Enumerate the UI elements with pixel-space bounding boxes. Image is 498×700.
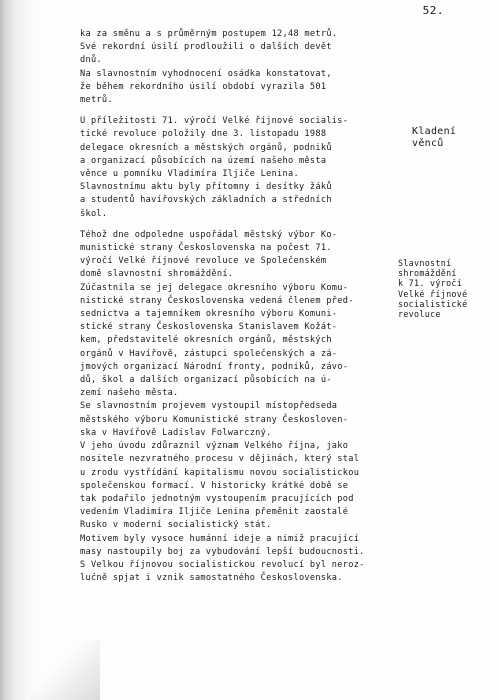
margin-note-line: Velké říjnové	[398, 288, 468, 299]
margin-note-kladeni-vencu	[412, 126, 456, 150]
text-line: metrů.	[80, 95, 113, 106]
text-line: Motivem byly vysoce humánní ideje a nimiž pracující	[80, 533, 360, 544]
text-line: domě slavnostní shromáždění.	[80, 269, 234, 280]
text-line: nositele nezvratného procesu v dějinách, který stal	[80, 454, 360, 465]
text-line: škol.	[80, 208, 108, 219]
body-text	[80, 28, 400, 585]
text-line: výročí Velké říjnové revoluce ve Společenském	[80, 256, 327, 267]
scan-edge-shadow	[0, 0, 36, 700]
text-line: jmových organizací Národní fronty, podniků, závo-	[80, 361, 349, 372]
text-line: tak podařilo jednotným vystoupením pracujících pod	[80, 493, 354, 504]
text-line: a studentů havířovských základních a středních	[80, 195, 332, 206]
text-line: dnů.	[80, 55, 102, 66]
margin-note-line: socialistické	[398, 298, 468, 309]
text-line: V jeho úvodu zdůraznil význam Velkého října, jako	[80, 441, 349, 452]
text-line: Zúčastnila se jej delegace okresního výboru Komu-	[80, 282, 349, 293]
margin-note-slavnostni-shromazdeni	[398, 258, 467, 319]
text-line: Se slavnostním projevem vystoupil místopředseda	[80, 401, 338, 412]
text-line: U příležitosti 71. výročí Velké říjnové socialis-	[80, 116, 349, 127]
scan-corner-shadow	[30, 640, 100, 700]
margin-note-line: revoluce	[398, 309, 441, 320]
text-line: Rusko v moderní socialistický stát.	[80, 520, 272, 531]
text-line: lučně spjat i vznik samostatného Československa.	[80, 573, 343, 584]
text-line: nistické strany Československa vedená členem před-	[80, 295, 354, 306]
text-line: ska v Havířově Ladislav Folwarczný.	[80, 427, 272, 438]
paragraph-gap	[80, 107, 400, 115]
text-line: S Velkou říjnovou socialistickou revolucí byl neroz-	[80, 559, 365, 570]
text-line: tické revoluce položily dne 3. listopadu 1988	[80, 129, 327, 140]
text-line: vedením Vladimíra Iljiče Lenina přeměnit zaostalé	[80, 507, 349, 518]
text-line: že během rekordního úsilí období vyrazila 501	[80, 81, 327, 92]
text-line: Téhož dne odpoledne uspořádal městský výbor Ko-	[80, 229, 338, 240]
page-number: 52.	[422, 4, 444, 17]
text-line: orgánů v Havířově, zástupci společenských a zá-	[80, 348, 338, 359]
text-line: sednictva a tajemníkem okresního výboru Komuni-	[80, 309, 338, 320]
margin-note-line: shromáždění	[398, 268, 457, 279]
text-line: zemí našeho města.	[80, 388, 179, 399]
text-line: společenskou formací. V historicky krátké době se	[80, 480, 349, 491]
paragraph-gap	[80, 221, 400, 229]
text-line: a organizací působících na území našeho města	[80, 155, 327, 166]
text-line: masy nastoupily boj za vybudování lepší budoucnosti.	[80, 546, 365, 557]
text-line: městského výboru Komunistické strany Českosloven-	[80, 414, 349, 425]
margin-note-line: Slavnostní	[398, 258, 452, 268]
text-line: Na slavnostním vyhodnocení osádka konstatovat,	[80, 68, 332, 79]
margin-note-line: k 71. výročí	[398, 278, 463, 289]
text-line: munistické strany Československa na počest 71.	[80, 243, 332, 254]
margin-note-line: věnců	[412, 138, 444, 149]
text-line: věnce u pomníku Vladimíra Iljiče Lenina.	[80, 169, 299, 180]
text-line: delegace okresních a městských orgánů, podniků	[80, 142, 332, 153]
text-line: u zrodu vystřídání kapitalismu novou socialistickou	[80, 467, 360, 478]
text-line: dů, škol a dalších organizací působících na ú-	[80, 375, 332, 386]
text-line: ka za směnu a s průměrným postupem 12,48 metrů.	[80, 29, 338, 39]
margin-note-line: Kladení	[412, 126, 457, 137]
text-line: Slavnostnímu aktu byly přítomny i desítky žáků	[80, 182, 332, 193]
text-line: stické strany Československa Stanislavem Kožát-	[80, 322, 338, 333]
text-line: Své rekordní úsilí prodloužili o dalších devět	[80, 42, 332, 53]
text-line: kem, představitelé okresních orgánů, městských	[80, 335, 332, 346]
